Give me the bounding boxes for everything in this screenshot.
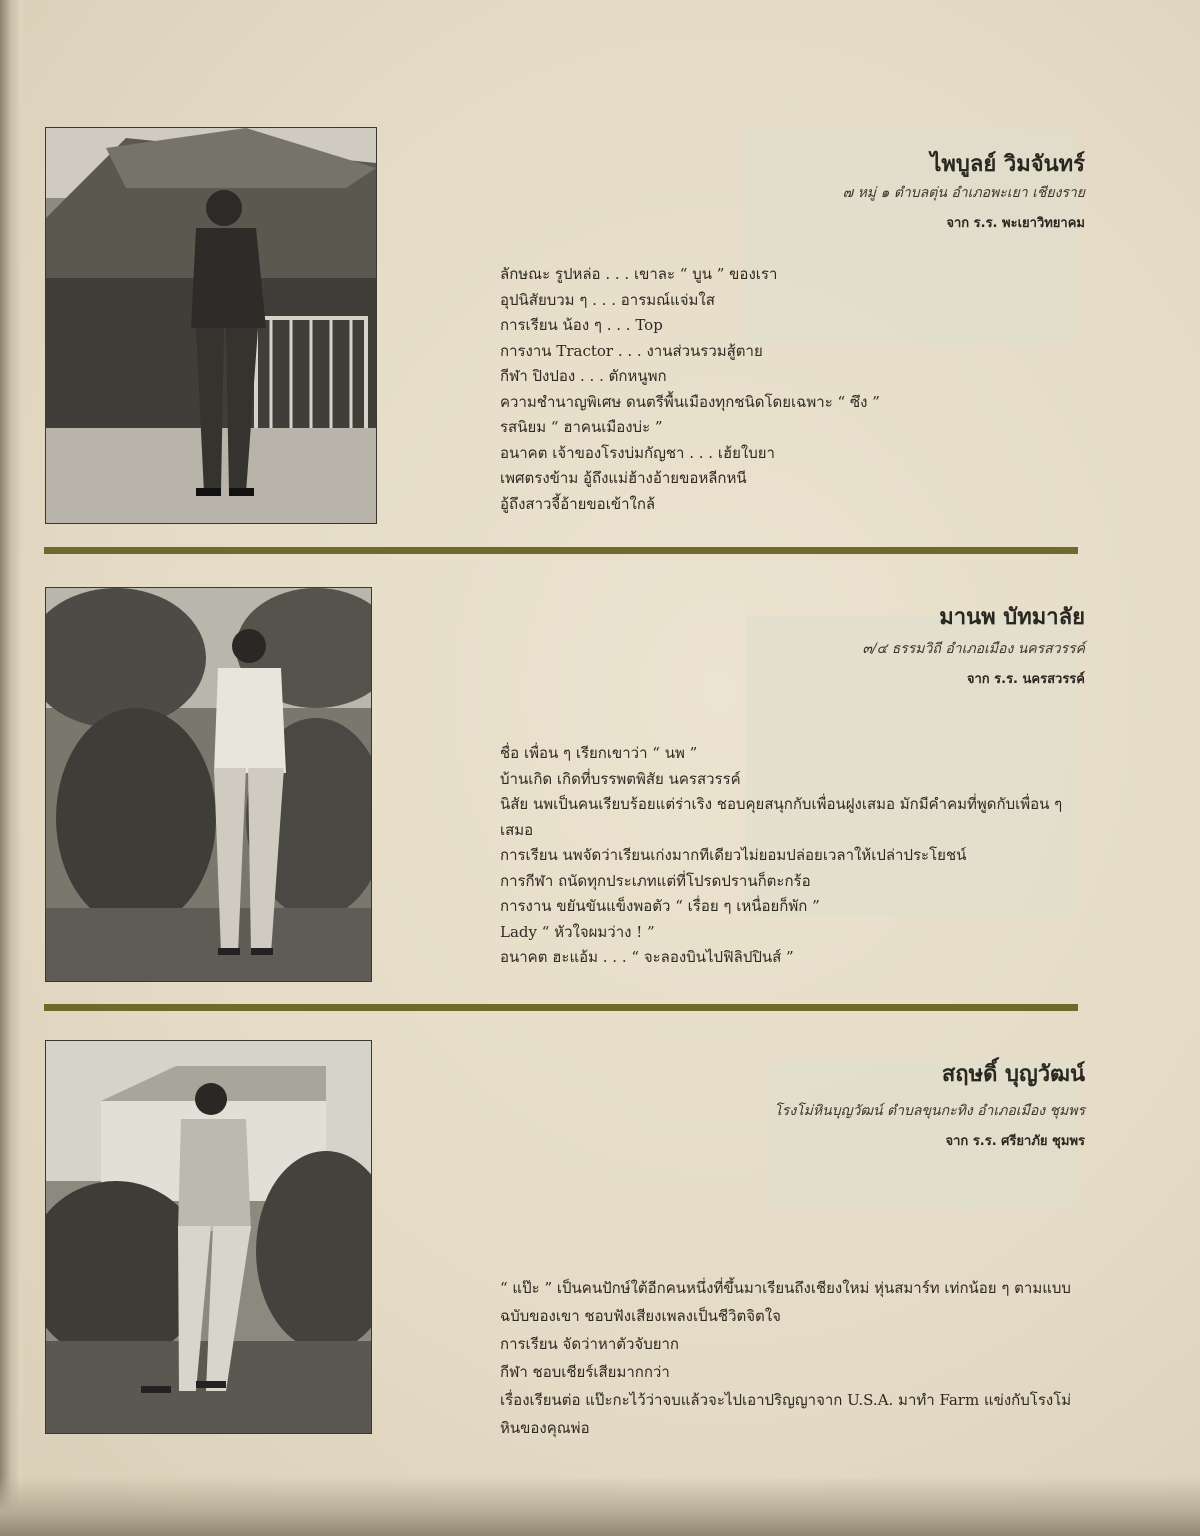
profile-1-line: เพศตรงข้าม อู้ถึงแม่ฮ้างอ้ายขอหลีกหนี bbox=[500, 469, 747, 487]
profile-3-line: เรื่องเรียนต่อ แป๊ะกะไว้ว่าจบแล้วจะไปเอาปริญญาจาก U.S.A. มาทำ Farm แข่งกับโรงโม่หินของคุณพ่อ bbox=[500, 1391, 1072, 1437]
portrait-photo-3 bbox=[45, 1040, 372, 1434]
profile-2-line: อนาคต ฮะแอ้ม . . . “ จะลองบินไปฟิลิปปินส์ ” bbox=[500, 948, 794, 966]
profile-3-description bbox=[500, 1274, 1085, 1442]
profile-2-description bbox=[500, 741, 1085, 971]
page-gutter-shadow bbox=[0, 0, 22, 1536]
profile-2-school: จาก ร.ร. นครสวรรค์ bbox=[966, 672, 1085, 687]
profile-2-line: การกีฬา ถนัดทุกประเภทแต่ที่โปรดปรานก็ตะกร้อ bbox=[500, 871, 811, 890]
profile-2-line: ชื่อ เพื่อน ๆ เรียกเขาว่า “ นพ ” bbox=[500, 744, 698, 762]
section-divider bbox=[44, 1004, 1078, 1011]
profile-1-school: จาก ร.ร. พะเยาวิทยาคม bbox=[946, 216, 1085, 231]
profile-1-address: ๗ หมู่ ๑ ตำบลตุ่น อำเภอพะเยา เชียงราย bbox=[842, 185, 1085, 201]
profile-2-line: Lady “ หัวใจผมว่าง ! ” bbox=[500, 922, 655, 941]
section-divider bbox=[44, 547, 1078, 554]
profile-2-line: การงาน ขยันขันแข็งพอตัว “ เรื่อย ๆ เหนื่อยก็พัก ” bbox=[500, 897, 820, 915]
profile-3-line: “ แป๊ะ ” เป็นคนปักษ์ใต้อีกคนหนึ่งที่ขึ้นมาเรียนถึงเชียงใหม่ หุ่นสมาร์ท เท่กน้อย ๆ ตามแบบฉบับของเขา ชอบฟังเสียงเพลงเป็นชีวิตจิตใจ bbox=[500, 1279, 1071, 1325]
profile-1-line: อู้ถึงสาวจี้อ้ายขอเข้าใกล้ bbox=[500, 494, 656, 513]
profile-1-line: ความชำนาญพิเศษ ดนตรีพื้นเมืองทุกชนิดโดยเฉพาะ “ ซึง ” bbox=[500, 392, 880, 411]
profile-3-name: สฤษดิ์ บุญวัฒน์ bbox=[941, 1062, 1085, 1087]
profile-2-line: บ้านเกิด เกิดที่บรรพตพิสัย นครสวรรค์ bbox=[500, 769, 741, 788]
portrait-photo-2 bbox=[45, 587, 372, 982]
profile-2-line: นิสัย นพเป็นคนเรียบร้อยแต่ร่าเริง ชอบคุยสนุกกับเพื่อนฝูงเสมอ มักมีคำคมที่พูดกับเพื่อน ๆ เสมอ bbox=[500, 795, 1063, 839]
profile-3-address: โรงโม่หินบุญวัฒน์ ตำบลขุนกะทิง อำเภอเมือง ชุมพร bbox=[774, 1103, 1085, 1119]
profile-2-line: การเรียน นพจัดว่าเรียนเก่งมากทีเดียวไม่ยอมปล่อยเวลาให้เปล่าประโยชน์ bbox=[500, 846, 967, 864]
portrait-photo-1 bbox=[45, 127, 377, 524]
profile-1-line: การเรียน น้อง ๆ . . . Top bbox=[500, 316, 663, 334]
profile-3-line: การเรียน จัดว่าหาตัวจับยาก bbox=[500, 1335, 680, 1353]
profile-2-address: ๓/๔ ธรรมวิถี อำเภอเมือง นครสวรรค์ bbox=[862, 641, 1085, 657]
profile-1-line: การงาน Tractor . . . งานส่วนรวมสู้ตาย bbox=[500, 341, 763, 360]
profile-1-line: อนาคต เจ้าของโรงบ่มกัญชา . . . เฮ้ยใบยา bbox=[500, 443, 775, 462]
profile-1-line: ลักษณะ รูปหล่อ . . . เขาละ “ บูน ” ของเรา bbox=[500, 265, 778, 283]
page-bottom-shadow bbox=[0, 1476, 1200, 1536]
profile-1-description bbox=[500, 262, 1085, 517]
profile-1-name: ไพบูลย์ วิมจันทร์ bbox=[930, 152, 1085, 177]
profile-2-name: มานพ บัทมาลัย bbox=[939, 605, 1085, 630]
profile-3-school: จาก ร.ร. ศรียาภัย ชุมพร bbox=[945, 1134, 1085, 1149]
profile-1-line: อุปนิสัยบวม ๆ . . . อารมณ์แจ่มใส bbox=[500, 290, 715, 309]
profile-3-line: กีฬา ชอบเชียร์เสียมากกว่า bbox=[500, 1363, 670, 1381]
profile-1-line: กีฬา ปิงปอง . . . ตักหนูพก bbox=[500, 367, 667, 385]
profile-1-line: รสนิยม “ ฮาคนเมืองบ่ะ ” bbox=[500, 418, 663, 436]
